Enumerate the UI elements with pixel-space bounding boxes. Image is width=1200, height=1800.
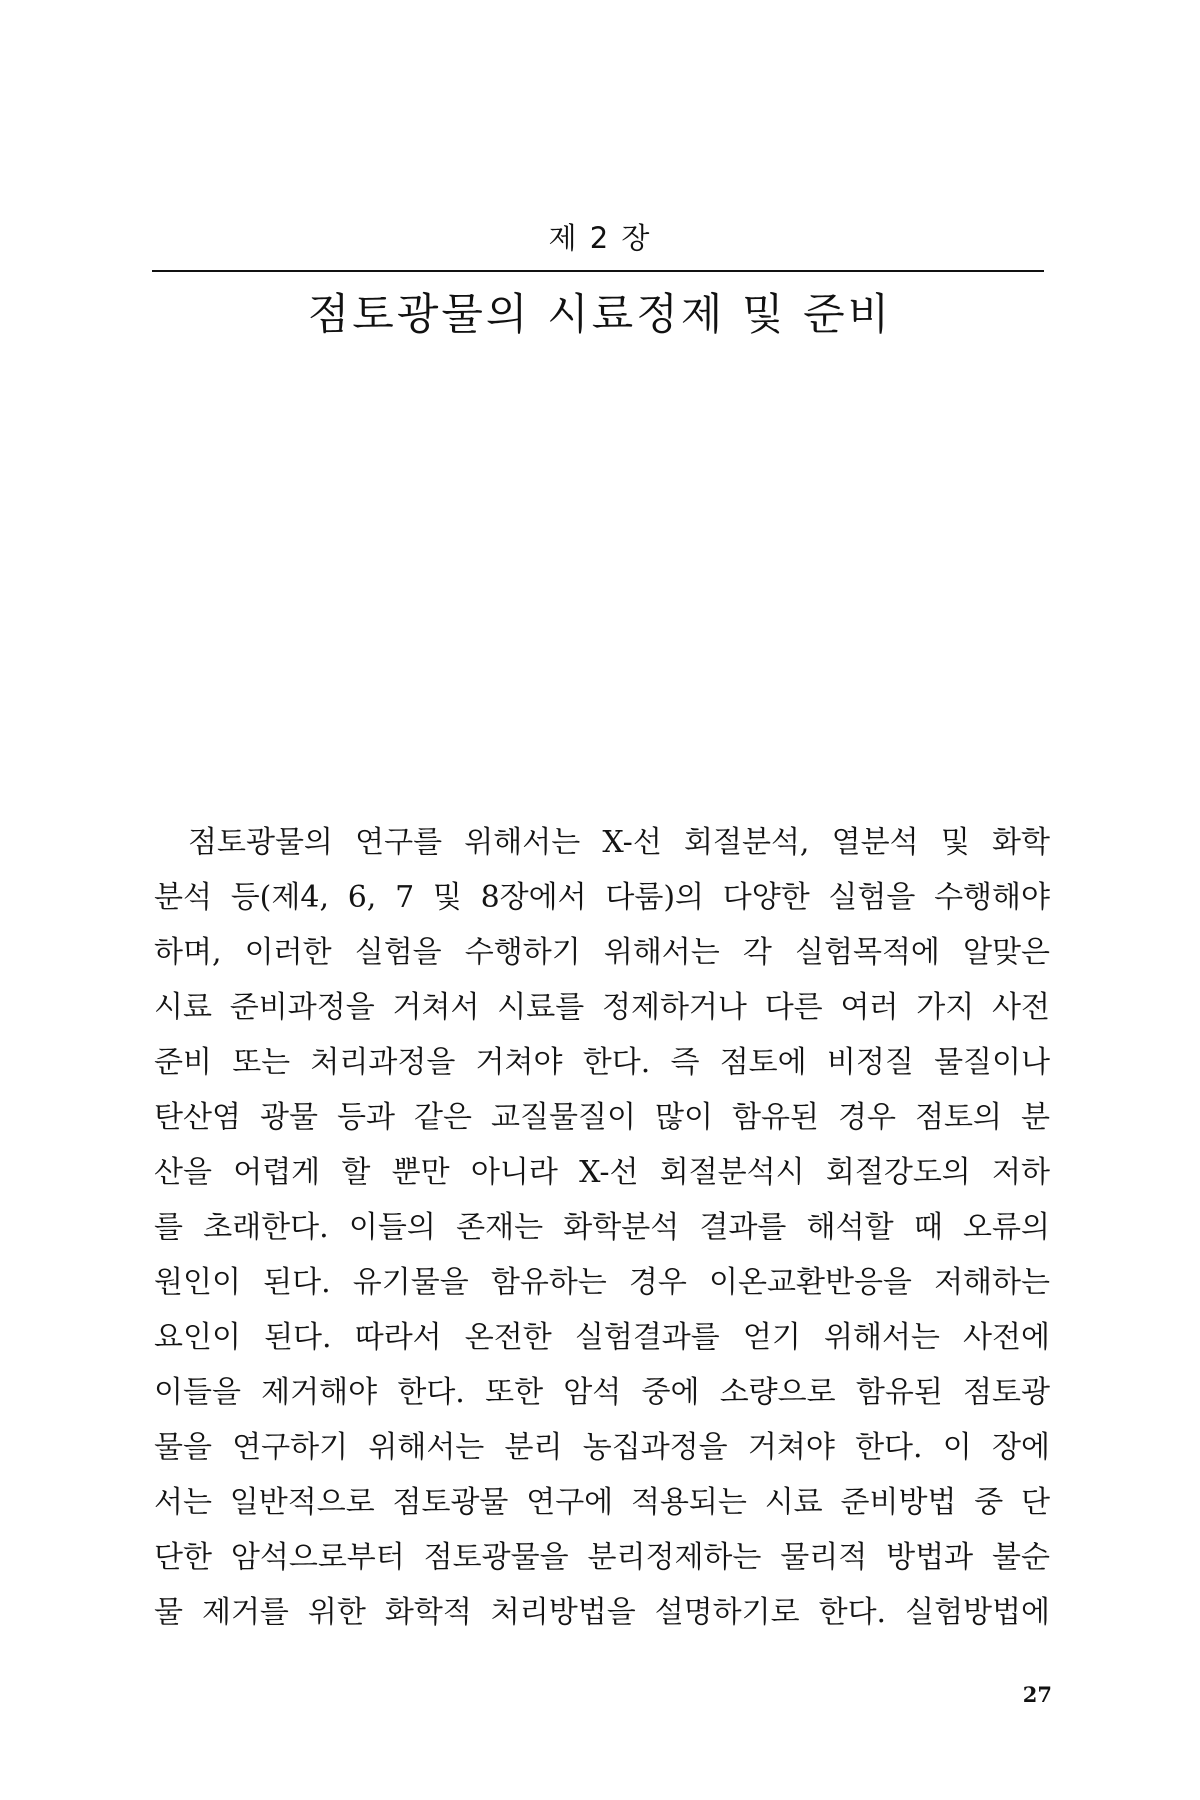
paragraph-line: 단한 암석으로부터 점토광물을 분리정제하는 물리적 방법과 불순 [154,1540,1050,1575]
paragraph-line: 요인이 된다. 따라서 온전한 실험결과를 얻기 위해서는 사전에 [154,1320,1050,1355]
paragraph-line: 서는 일반적으로 점토광물 연구에 적용되는 시료 준비방법 중 단 [154,1485,1050,1520]
paragraph-line: 하며, 이러한 실험을 수행하기 위해서는 각 실험목적에 알맞은 [154,935,1050,970]
page-number: 27 [1022,1682,1052,1707]
paragraph-line: 산을 어렵게 할 뿐만 아니라 X-선 회절분석시 회절강도의 저하 [154,1155,1050,1190]
paragraph-line: 이들을 제거해야 한다. 또한 암석 중에 소량으로 함유된 점토광 [154,1375,1050,1410]
chapter-title: 점토광물의 시료정제 및 준비 [307,290,893,340]
paragraph-line: 를 초래한다. 이들의 존재는 화학분석 결과를 해석할 때 오류의 [154,1210,1050,1245]
paragraph-line: 탄산염 광물 등과 같은 교질물질이 많이 함유된 경우 점토의 분 [154,1100,1050,1135]
paragraph-line: 물을 연구하기 위해서는 분리 농집과정을 거쳐야 한다. 이 장에 [154,1430,1050,1465]
body-paragraph [154,815,1050,1640]
paragraph-line: 준비 또는 처리과정을 거쳐야 한다. 즉 점토에 비정질 물질이나 [154,1045,1050,1080]
chapter-label: 제 2 장 [548,221,652,255]
paragraph-line: 원인이 된다. 유기물을 함유하는 경우 이온교환반응을 저해하는 [154,1265,1050,1300]
title-divider [152,270,1044,272]
paragraph-line: 점토광물의 연구를 위해서는 X-선 회절분석, 열분석 및 화학 [188,825,1050,860]
paragraph-line: 시료 준비과정을 거쳐서 시료를 정제하거나 다른 여러 가지 사전 [154,990,1050,1025]
paragraph-line: 물 제거를 위한 화학적 처리방법을 설명하기로 한다. 실험방법에 [154,1595,1050,1630]
paragraph-line: 분석 등(제4, 6, 7 및 8장에서 다룸)의 다양한 실험을 수행해야 [154,880,1050,915]
